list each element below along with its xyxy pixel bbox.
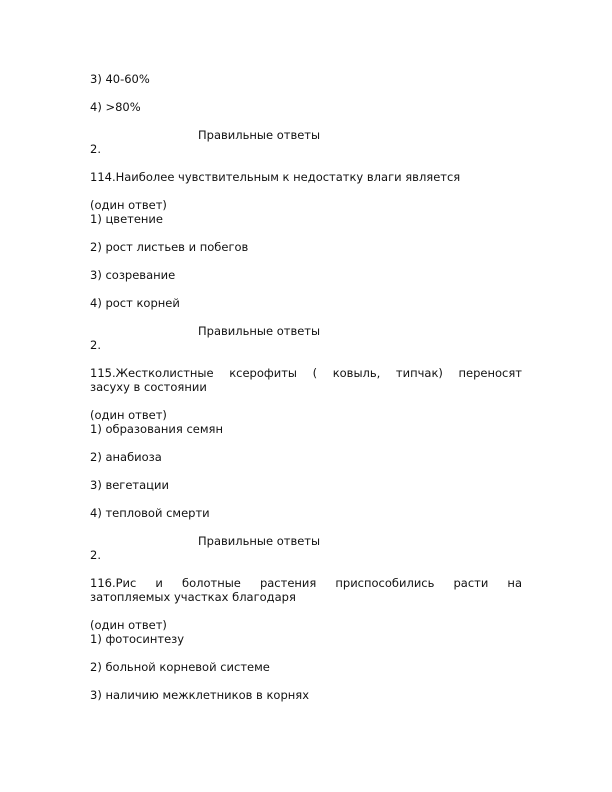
answers-label-114: Правильные ответы (198, 324, 321, 338)
question-116-word: растения (259, 576, 317, 590)
answer-113: 2. (90, 142, 101, 156)
question-115-word: ксерофиты (229, 366, 297, 380)
question-116-word: и (155, 576, 163, 590)
question-116-word: приспособились (335, 576, 435, 590)
option-115-3: 3) вегетации (90, 478, 169, 492)
question-115-word: ковыль, (332, 366, 381, 380)
answer-114: 2. (90, 338, 101, 352)
answers-label-113: Правильные ответы (198, 128, 321, 142)
question-115-word: ( (312, 366, 318, 380)
question-116-word: расти (453, 576, 489, 590)
answer-mode-114: (один ответ) (90, 198, 167, 212)
answer-115: 2. (90, 548, 101, 562)
option-114-2: 2) рост листьев и побегов (90, 240, 249, 254)
question-116-line2: затопляемых участках благодаря (90, 590, 296, 604)
answers-label-115: Правильные ответы (198, 534, 321, 548)
option-116-2: 2) больной корневой системе (90, 660, 270, 674)
answer-mode-116: (один ответ) (90, 618, 167, 632)
question-114: 114.Наиболее чувствительным к недостатку влаги является (90, 170, 461, 184)
question-116-word: 116.Рис (90, 576, 137, 590)
question-115-word: типчак) (395, 366, 443, 380)
option-114-4: 4) рост корней (90, 296, 180, 310)
option-116-3: 3) наличию межклетников в корнях (90, 688, 309, 702)
option-114-3: 3) созревание (90, 268, 176, 282)
question-116-word: на (507, 576, 522, 590)
question-116-word: болотные (181, 576, 241, 590)
question-115-line1 (90, 366, 522, 380)
option-113-3: 3) 40-60% (90, 72, 150, 86)
option-115-2: 2) анабиоза (90, 450, 162, 464)
option-114-1: 1) цветение (90, 212, 163, 226)
question-115-word: 115.Жестколистные (90, 366, 214, 380)
document-page (90, 0, 522, 792)
question-115-line2: засуху в состоянии (90, 380, 207, 394)
option-115-4: 4) тепловой смерти (90, 506, 210, 520)
option-115-1: 1) образования семян (90, 422, 223, 436)
answer-mode-115: (один ответ) (90, 408, 167, 422)
question-116-line1 (90, 576, 522, 590)
option-116-1: 1) фотосинтезу (90, 632, 185, 646)
question-115-word: переносят (458, 366, 522, 380)
option-113-4: 4) >80% (90, 100, 141, 114)
